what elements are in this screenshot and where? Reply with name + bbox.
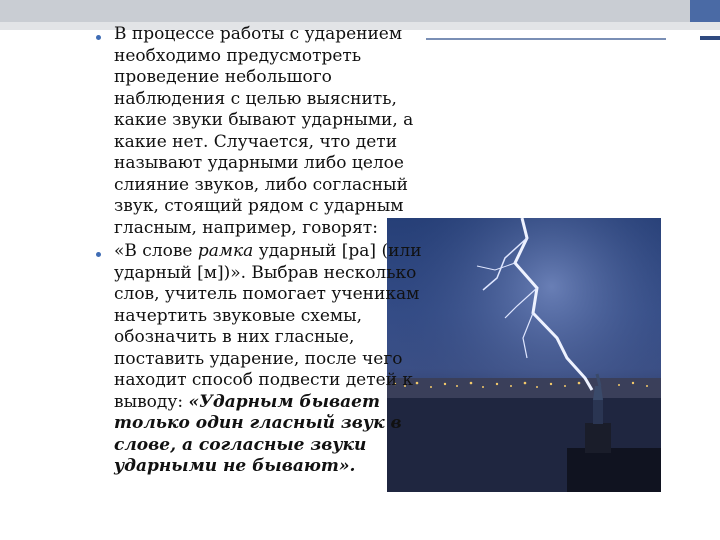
bullet-item-2 xyxy=(92,241,432,478)
bullet-dot-icon xyxy=(96,35,101,40)
banner-accent-line xyxy=(426,38,666,40)
bullet-text-1: В процессе работы с ударением необходимо предусмотреть проведение небольшого наблюдения с целью выяснить, какие звуки бывают ударными, а какие нет. Случается, что дети называют ударными либо целое слияние звуков, либо согласный звук, стоящий рядом с ударным гласным, например, говорят: xyxy=(114,24,414,238)
banner-corner-accent xyxy=(700,36,720,40)
banner-blue-band xyxy=(690,0,720,22)
bullet-dot-icon xyxy=(96,252,101,257)
bullet-2-italic-word: рамка xyxy=(197,241,254,261)
banner-gray-band xyxy=(0,0,690,22)
bullet-2-part2: ударный [ра] (или ударный [м])». Выбрав несколько слов, учитель помогает ученикам начертить звуковые схемы, обозначить в них гласные, поставить ударение, после чего находит способ подвести детей к выводу: xyxy=(114,241,422,412)
bullet-2-conclusion: «Ударным бывает только один гласный звук в слове, а согласные звуки ударными не бывают». xyxy=(114,391,402,476)
slide-content xyxy=(92,24,432,478)
bullet-text-2 xyxy=(114,241,424,478)
bullet-2-part1: «В слове xyxy=(114,241,198,261)
bullet-item-1 xyxy=(92,24,432,239)
